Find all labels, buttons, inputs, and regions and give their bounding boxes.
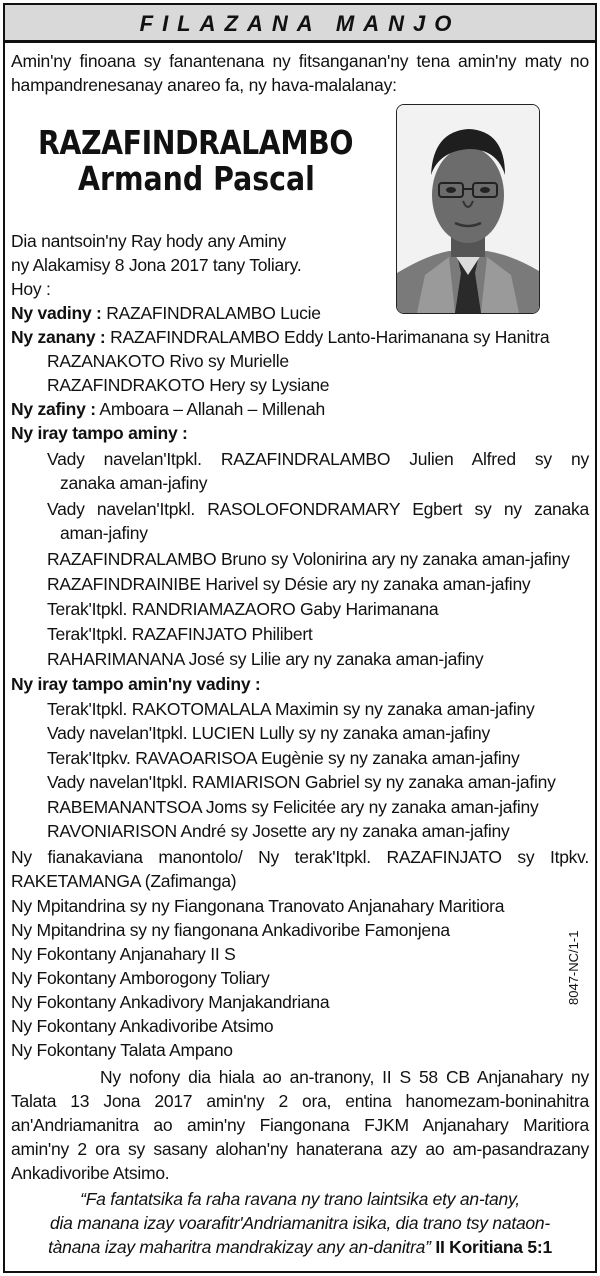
- death-notice-line-1: Dia nantsoin'ny Ray hody any Aminy: [11, 231, 286, 251]
- tampo-item: RAZAFINDRALAMBO Bruno sy Volonirina ary ny zanaka aman-jafiny: [47, 549, 570, 569]
- tampo-vadiny-label: Ny iray tampo amin'ny vadiny :: [11, 674, 261, 694]
- zanany-line-2: RAZANAKOTO Rivo sy Murielle: [47, 351, 289, 371]
- vadiny-value: RAZAFINDRALAMBO Lucie: [101, 303, 321, 323]
- tampo-item: Vady navelan'Itpkl. RAZAFINDRALAMBO Julien Alfred sy ny: [47, 449, 589, 469]
- tampo-vadiny-item: Vady navelan'Itpkl. RAMIARISON Gabriel sy ny zanaka aman-jafiny: [47, 772, 556, 792]
- scripture-quote-line-2: dia manana izay voarafitr'Andriamanitra isika, dia trano tsy nataon-: [50, 1213, 550, 1233]
- tampo-item: Terak'Itpkl. RANDRIAMAZAORO Gaby Harimanana: [47, 599, 439, 619]
- death-notice-line-2: ny Alakamisy 8 Jona 2017 tany Toliary.: [11, 255, 302, 275]
- others-line: Ny Fokontany Ankadivory Manjakandriana: [11, 992, 330, 1012]
- tampo-item: Terak'Itpkl. RAZAFINJATO Philibert: [47, 624, 313, 644]
- tampo-vadiny-item: RAVONIARISON André sy Josette ary ny zanaka aman-jafiny: [47, 821, 510, 841]
- zanany-label: Ny zanany :: [11, 327, 106, 347]
- tampo-vadiny-item: Vady navelan'Itpkl. LUCIEN Lully sy ny zanaka aman-jafiny: [47, 723, 491, 743]
- burial-line: Ankadivoribe Atsimo.: [11, 1163, 170, 1183]
- tampo-vadiny-item: Terak'Itpkv. RAVAOARISOA Eugènie sy ny zanaka aman-jafiny: [47, 748, 520, 768]
- others-line: Ny Mpitandrina sy ny fiangonana Ankadivoribe Famonjena: [11, 920, 450, 940]
- ad-reference-code: 8047-NC/1-1: [566, 930, 581, 1005]
- others-line: Ny Mpitandrina sy ny Fiangonana Tranovato Anjanahary Maritiora: [11, 896, 505, 916]
- burial-line: Talata 13 Jona 2017 amin'ny 2 ora, entina hanomezam-boninahitra: [11, 1091, 589, 1111]
- scripture-reference: II Koritiana 5:1: [430, 1237, 552, 1257]
- tampo-item: zanaka aman-jafiny: [60, 473, 208, 493]
- burial-line: amin'ny 2 ora sy sasany alohan'ny hanaterana azy ao am-pasandrazany: [11, 1139, 589, 1159]
- others-line: Ny Fokontany Ankadivoribe Atsimo: [11, 1016, 274, 1036]
- zanany-line-3: RAZAFINDRAKOTO Hery sy Lysiane: [47, 375, 330, 395]
- scripture-quote-line-1: “Fa fantatsika fa raha ravana ny trano laintsika ety an-tany,: [80, 1189, 520, 1209]
- scripture-quote-text: tànana izay maharitra mandrakizay any an-danitra”: [48, 1237, 431, 1257]
- tampo-label: Ny iray tampo aminy :: [11, 423, 188, 443]
- tampo-item: Vady navelan'Itpkl. RASOLOFONDRAMARY Egbert sy ny zanaka: [47, 499, 589, 519]
- deceased-surname: RAZAFINDRALAMBO: [38, 123, 354, 162]
- scripture-quote-line-3: [11, 1235, 589, 1259]
- others-line: Ny fianakaviana manontolo/ Ny terak'Itpkl. RAZAFINJATO sy Itpkv.: [11, 847, 589, 867]
- death-notice-line-3: Hoy :: [11, 279, 51, 299]
- zanany-value: RAZAFINDRALAMBO Eddy Lanto-Harimanana sy Hanitra: [105, 327, 550, 347]
- tampo-item: aman-jafiny: [60, 523, 148, 543]
- burial-line: an'Andriamanitra ao amin'ny Fiangonana FJKM Anjanahary Maritiora: [11, 1115, 589, 1135]
- vadiny-label: Ny vadiny :: [11, 303, 102, 323]
- notice-header: [3, 3, 597, 43]
- burial-line: Ny nofony dia hiala ao an-tranony, II S 58 CB Anjanahary ny: [100, 1067, 589, 1087]
- deceased-given-names: Armand Pascal: [78, 159, 315, 198]
- tampo-item: RAHARIMANANA José sy Lilie ary ny zanaka aman-jafiny: [47, 649, 484, 669]
- tampo-vadiny-item: RABEMANANTSOA Joms sy Felicitée ary ny zanaka aman-jafiny: [47, 797, 539, 817]
- vadiny-line: [11, 301, 321, 325]
- tampo-vadiny-item: Terak'Itpkl. RAKOTOMALALA Maximin sy ny zanaka aman-jafiny: [47, 699, 535, 719]
- zafiny-label: Ny zafiny :: [11, 399, 96, 419]
- intro-paragraph: Amin'ny finoana sy fanantenana ny fitsanganan'ny tena amin'ny maty no hampandrenesanay anareo fa, ny hava-malalanay:: [11, 51, 589, 95]
- others-line: Ny Fokontany Talata Ampano: [11, 1040, 233, 1060]
- notice-title: FILAZANA MANJO: [139, 11, 461, 36]
- others-line: RAKETAMANGA (Zafimanga): [11, 871, 237, 891]
- others-line: Ny Fokontany Amborogony Toliary: [11, 968, 270, 988]
- deceased-portrait-photo: [396, 104, 540, 314]
- zanany-line: [11, 325, 549, 349]
- others-line: Ny Fokontany Anjanahary II S: [11, 944, 236, 964]
- zafiny-value: Amboara – Allanah – Millenah: [95, 399, 325, 419]
- zafiny-line: [11, 397, 325, 421]
- tampo-item: RAZAFINDRAINIBE Harivel sy Désie ary ny zanaka aman-jafiny: [47, 574, 531, 594]
